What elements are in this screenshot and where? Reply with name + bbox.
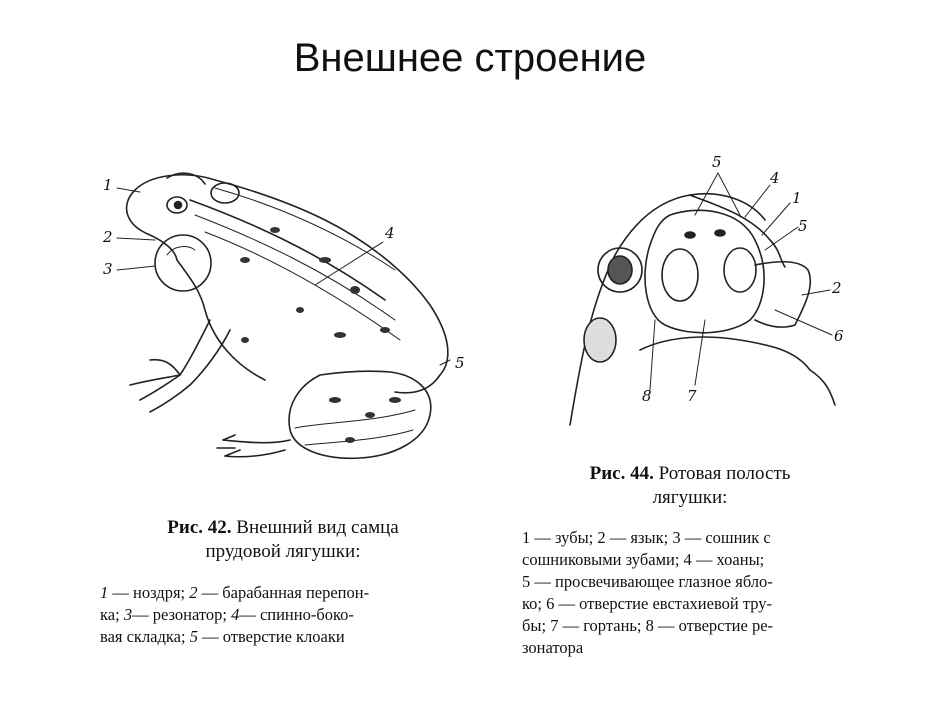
mouth-label-5: 5	[798, 217, 808, 235]
frog-label-5: 5	[455, 354, 465, 372]
frog-label-1: 1	[103, 176, 113, 194]
slide-title: Внешнее строение	[293, 36, 647, 80]
legend42-text-4b: вая складка;	[100, 627, 190, 646]
figure44-caption-prefix: Рис. 44.	[589, 463, 654, 484]
frog-label-3: 3	[103, 260, 113, 278]
mouth-label-2: 2	[832, 279, 842, 297]
mouth-label-8: 8	[642, 387, 652, 405]
legend42-text-3: — резонатор;	[132, 605, 232, 624]
legend42-text-4: — спинно-боко-	[239, 605, 354, 624]
frog-drawing	[95, 160, 480, 480]
mouth-illustration	[540, 145, 870, 425]
legend42-text-2b: ка;	[100, 605, 124, 624]
figure44-caption-line2: лягушки:	[652, 487, 728, 508]
figure44-legend	[522, 527, 862, 659]
mouth-label-3: 4	[770, 169, 780, 187]
figure44-caption-line1: Ротовая полость	[653, 463, 791, 484]
figure42-caption-prefix: Рис. 42.	[167, 517, 232, 538]
frog-illustration	[95, 160, 480, 480]
legend42-num-4: 4	[231, 605, 240, 624]
legend44-line-1: 1 — зубы; 2 — язык; 3 — сошник с	[522, 528, 771, 547]
mouth-label-1: 1	[792, 189, 802, 207]
mouth-label-4: 5	[712, 153, 722, 171]
legend42-num-2: 2	[189, 583, 198, 602]
legend42-num-1: 1	[100, 583, 109, 602]
legend42-text-5: — отверстие клоаки	[197, 627, 345, 646]
legend44-line-2: сошниковыми зубами; 4 — хоаны;	[522, 550, 765, 569]
legend44-line-4: ко; 6 — отверстие евстахиевой тру-	[522, 594, 773, 613]
mouth-drawing	[540, 145, 870, 425]
legend44-line-3: 5 — просвечивающее глазное ябло-	[522, 572, 773, 591]
figure42-caption-line2: прудовой лягушки:	[205, 541, 361, 562]
figure42-caption	[118, 516, 448, 564]
legend42-num-5: 5	[189, 627, 198, 646]
figure44-caption	[540, 462, 840, 510]
frog-label-4: 4	[385, 224, 395, 242]
frog-label-2: 2	[103, 228, 113, 246]
legend42-text-2: — барабанная перепон-	[197, 583, 370, 602]
legend44-line-6: зонатора	[522, 638, 584, 657]
figure42-legend	[100, 582, 470, 648]
legend42-text-1: — ноздря;	[108, 583, 190, 602]
legend42-num-3: 3	[123, 605, 133, 624]
figure42-caption-line1: Внешний вид самца	[231, 517, 399, 538]
mouth-label-6: 6	[834, 327, 844, 345]
mouth-label-7: 7	[687, 387, 697, 405]
legend44-line-5: бы; 7 — гортань; 8 — отверстие ре-	[522, 616, 774, 635]
